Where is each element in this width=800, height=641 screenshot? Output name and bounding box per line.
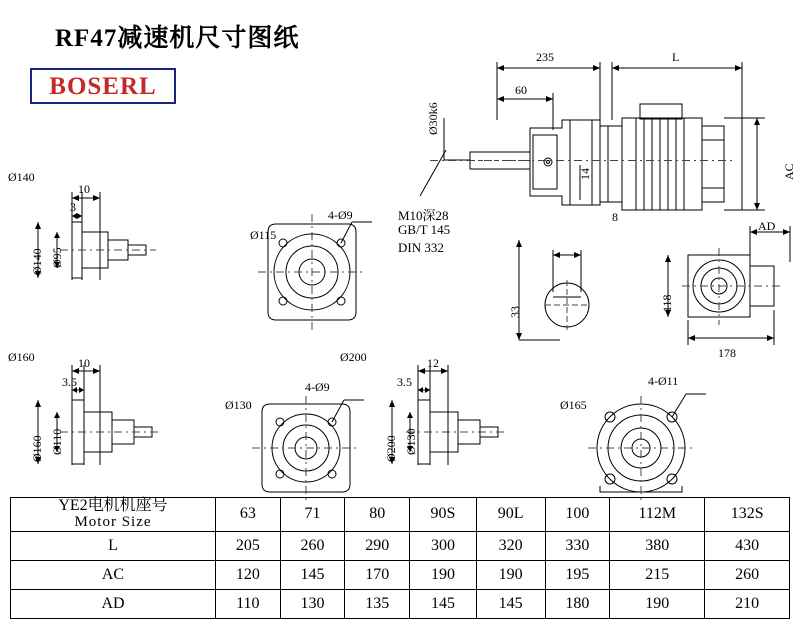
motor-size-cell: 132S (705, 498, 790, 532)
table-cell: 190 (410, 560, 477, 589)
flange140-top-dia-label: Ø140 (8, 170, 35, 184)
page-title: RF47减速机尺寸图纸 (55, 25, 300, 52)
flange140-dim-3: 3 (70, 200, 76, 214)
table-cell: 260 (280, 531, 345, 560)
flange200-dim-35: 3.5 (397, 375, 412, 389)
dim-118-label: 118 (660, 294, 674, 312)
flange160-side-dia-label: Ø160 (30, 435, 44, 462)
table-cell: 145 (410, 589, 477, 618)
table-cell: 120 (216, 560, 281, 589)
flange130-holes-label: 4-Ø9 (305, 380, 330, 394)
flange200-top-dia-label: Ø200 (340, 350, 367, 364)
table-cell: 430 (705, 531, 790, 560)
dim-235-label: 235 (536, 50, 554, 64)
flange115-holes-label: 4-Ø9 (328, 208, 353, 222)
thread-note-line3: DIN 332 (398, 240, 444, 255)
flange160-top-dia-label: Ø160 (8, 350, 35, 364)
thread-note-line1: M10深28 (398, 208, 449, 223)
flange140-dim-10: 10 (78, 182, 90, 196)
table-cell: 260 (705, 560, 790, 589)
dim-L-label: L (672, 50, 680, 64)
table-row (11, 589, 790, 618)
table-row (11, 560, 790, 589)
table-header-label-cn: YE2电机机座号 (58, 497, 168, 514)
row-label: L (11, 531, 216, 560)
motor-size-cell: 71 (280, 498, 345, 532)
logo-text: BOSERL (49, 72, 157, 100)
table-cell: 330 (545, 531, 610, 560)
dim-AD-label: AD (758, 219, 776, 233)
flange200-dim-12: 12 (427, 356, 439, 370)
flange115-dia-label: Ø115 (250, 228, 277, 242)
flange160-dim-35: 3.5 (62, 375, 77, 389)
flange165-dia-label: Ø165 (560, 398, 587, 412)
table-cell: 215 (610, 560, 705, 589)
dim-33-label: 33 (508, 306, 522, 318)
dim-60-label: 60 (515, 83, 527, 97)
table-header-label-en: Motor Size (74, 513, 152, 530)
shaft-dia-label: Ø30k6 (426, 102, 440, 135)
table-cell: 300 (410, 531, 477, 560)
row-label: AD (11, 589, 216, 618)
table-cell: 145 (476, 589, 545, 618)
flange200-bore-label: Ø130 (404, 428, 418, 455)
dim-178-label: 178 (718, 346, 736, 360)
flange160-dim-10: 10 (78, 356, 90, 370)
flange160-bore-label: Ø110 (50, 428, 64, 455)
motor-size-cell: 112M (610, 498, 705, 532)
table-header-label (11, 498, 216, 532)
table-cell: 130 (280, 589, 345, 618)
table-cell: 110 (216, 589, 281, 618)
table-row (11, 531, 790, 560)
table-cell: 205 (216, 531, 281, 560)
motor-size-cell: 90L (476, 498, 545, 532)
motor-size-cell: 63 (216, 498, 281, 532)
table-cell: 190 (476, 560, 545, 589)
table-cell: 190 (610, 589, 705, 618)
flange140-side-dia-label: Ø140 (30, 248, 44, 275)
flange165-holes-label: 4-Ø11 (648, 374, 679, 388)
table-cell: 195 (545, 560, 610, 589)
flange200-side-dia-label: Ø200 (384, 435, 398, 462)
key-14-label: 14 (578, 168, 592, 180)
flange130-dia-label: Ø130 (225, 398, 252, 412)
motor-size-cell: 80 (345, 498, 410, 532)
table-cell: 380 (610, 531, 705, 560)
table-cell: 135 (345, 589, 410, 618)
dimension-table (10, 497, 790, 619)
table-cell: 320 (476, 531, 545, 560)
dim-AC-label: AC (782, 163, 796, 180)
thread-note-line2: GB/T 145 (398, 222, 451, 237)
table-header-row (11, 498, 790, 532)
table-cell: 290 (345, 531, 410, 560)
motor-size-cell: 100 (545, 498, 610, 532)
table-cell: 180 (545, 589, 610, 618)
motor-size-cell: 90S (410, 498, 477, 532)
dim-8-label: 8 (612, 210, 618, 224)
row-label: AC (11, 560, 216, 589)
table-cell: 145 (280, 560, 345, 589)
table-cell: 210 (705, 589, 790, 618)
table-cell: 170 (345, 560, 410, 589)
flange140-bore-label: Ø95 (50, 247, 64, 268)
